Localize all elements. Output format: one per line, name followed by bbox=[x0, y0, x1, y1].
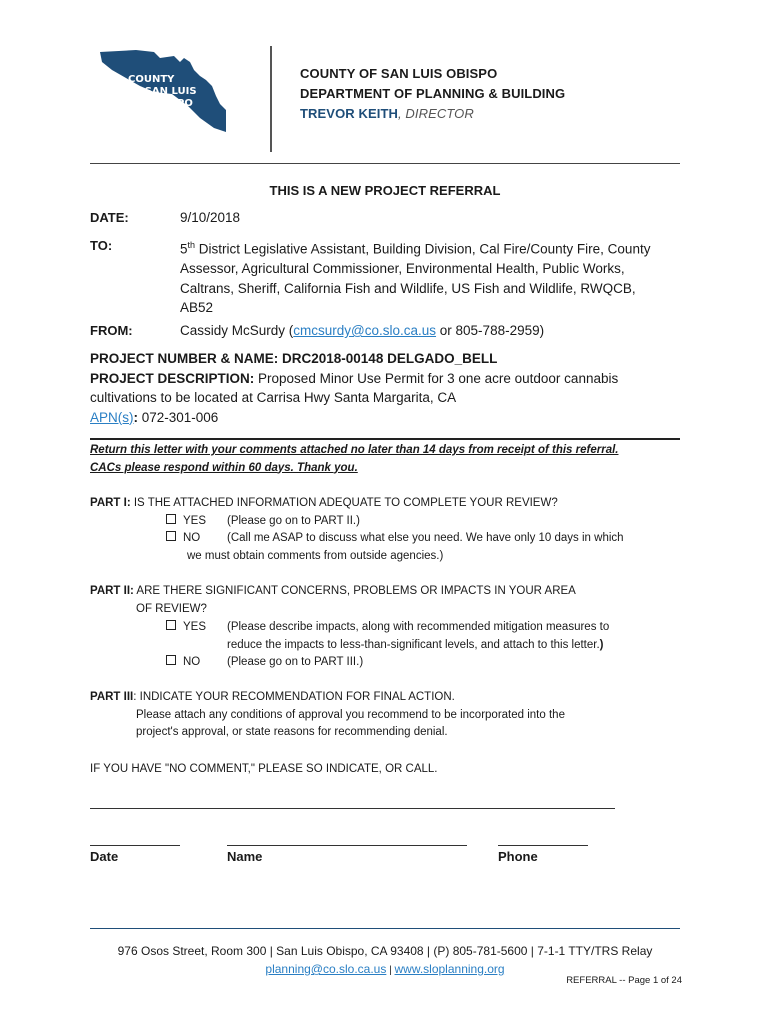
part2-yes-label: YES bbox=[183, 621, 207, 633]
project-info bbox=[90, 349, 680, 427]
part2-no-option[interactable] bbox=[166, 654, 200, 672]
to-line2: Assessor, Agricultural Commissioner, Environmental Health, Public Works, bbox=[180, 261, 625, 276]
from-email-link[interactable]: cmcsurdy@co.slo.ca.us bbox=[293, 323, 437, 338]
date-value: 9/10/2018 bbox=[180, 210, 241, 225]
header-department: DEPARTMENT OF PLANNING & BUILDING bbox=[300, 86, 566, 101]
no-comment-instruction: IF YOU HAVE "NO COMMENT," PLEASE SO INDICATE, OR CALL. bbox=[90, 763, 438, 775]
footer-rule bbox=[90, 928, 680, 929]
header-county: COUNTY OF SAN LUIS OBISPO bbox=[300, 66, 498, 81]
part1-no-checkbox[interactable] bbox=[166, 531, 176, 541]
header-divider bbox=[270, 46, 272, 152]
part1-no-note1: (Call me ASAP to discuss what else you need. We have only 10 days in which bbox=[227, 532, 624, 544]
part2-no-note: (Please go on to PART III.) bbox=[227, 656, 364, 668]
part3-text: : INDICATE YOUR RECOMMENDATION FOR FINAL ACTION. bbox=[133, 691, 455, 703]
to-line4: AB52 bbox=[180, 300, 214, 315]
part3-line2: Please attach any conditions of approval you recommend to be incorporated into the bbox=[136, 708, 565, 721]
part1-no-note2: we must obtain comments from outside agencies.) bbox=[187, 549, 444, 562]
from-phone: or 805-788-2959) bbox=[436, 323, 545, 338]
apn-colon: : bbox=[133, 409, 138, 425]
part3-line3: project's approval, or state reasons for recommending denial. bbox=[136, 726, 448, 738]
from-label: FROM: bbox=[90, 323, 133, 338]
part1-yes-note: (Please go on to PART II.) bbox=[227, 515, 360, 527]
project-number: PROJECT NUMBER & NAME: DRC2018-00148 DELGADO_BELL bbox=[90, 351, 498, 366]
apn-link[interactable]: APN(s) bbox=[90, 409, 134, 425]
name-sign-label: Name bbox=[227, 849, 263, 864]
part1-question bbox=[90, 495, 558, 513]
part1-label: PART I: bbox=[90, 497, 131, 509]
to-line1-num: 5 bbox=[180, 241, 188, 257]
part2-yes-note2: reduce the impacts to less-than-significant levels, and attach to this letter. bbox=[227, 638, 600, 651]
logo-text-1: COUNTY bbox=[128, 74, 175, 85]
project-desc-line1: Proposed Minor Use Permit for 3 one acre outdoor cannabis bbox=[254, 370, 619, 386]
to-line3: Caltrans, Sheriff, California Fish and Wildlife, US Fish and Wildlife, RWQCB, bbox=[180, 280, 636, 296]
part1-no-option[interactable] bbox=[166, 530, 200, 548]
project-desc-label: PROJECT DESCRIPTION: bbox=[90, 370, 255, 386]
part3-label: PART III bbox=[90, 691, 134, 703]
to-line1: District Legislative Assistant, Building Division, Cal Fire/County Fire, County bbox=[195, 241, 651, 257]
part1-text: IS THE ATTACHED INFORMATION ADEQUATE TO COMPLETE YOUR REVIEW? bbox=[130, 497, 558, 509]
page-number: REFERRAL -- Page 1 of 24 bbox=[566, 975, 682, 986]
part2-yes-note2-end: ) bbox=[599, 638, 604, 651]
part2-yes-checkbox[interactable] bbox=[166, 620, 176, 630]
part1-yes-option[interactable] bbox=[166, 513, 206, 531]
return-notice bbox=[90, 442, 618, 477]
header-rule bbox=[90, 163, 680, 164]
footer-links bbox=[0, 962, 770, 976]
notice-line2: CACs please respond within 60 days. Thank you. bbox=[90, 461, 358, 474]
footer-address: 976 Osos Street, Room 300 | San Luis Obispo, CA 93408 | (P) 805-781-5600 | 7-1-1 TTY/TRS Relay bbox=[117, 944, 653, 958]
part3-question bbox=[90, 689, 565, 742]
part1-no-label: NO bbox=[183, 532, 201, 544]
from-name: Cassidy McSurdy ( bbox=[180, 323, 294, 338]
county-logo bbox=[96, 48, 228, 134]
project-desc-line2: cultivations to be located at Carrisa Hwy Santa Margarita, CA bbox=[90, 390, 457, 405]
comment-line[interactable] bbox=[90, 808, 615, 809]
part1-yes-checkbox[interactable] bbox=[166, 514, 176, 524]
name-signature-line[interactable] bbox=[227, 845, 467, 846]
logo-text-3: OBISPO bbox=[150, 98, 193, 109]
part1-yes-label: YES bbox=[183, 515, 207, 527]
part2-text2: OF REVIEW? bbox=[136, 602, 207, 615]
logo-text-2: of SAN LUIS bbox=[130, 86, 197, 97]
page-title: THIS IS A NEW PROJECT REFERRAL bbox=[269, 183, 501, 198]
date-signature-line[interactable] bbox=[90, 845, 180, 846]
part2-yes-note bbox=[227, 619, 609, 654]
header-director bbox=[300, 106, 474, 121]
from-value bbox=[180, 321, 544, 341]
footer-sep: | bbox=[386, 965, 395, 976]
phone-signature-line[interactable] bbox=[498, 845, 588, 846]
part2-no-label: NO bbox=[183, 656, 201, 668]
part2-yes-note1: (Please describe impacts, along with recommended mitigation measures to bbox=[227, 621, 610, 633]
part2-text1: ARE THERE SIGNIFICANT CONCERNS, PROBLEMS OR IMPACTS IN YOUR AREA bbox=[133, 585, 576, 597]
part2-yes-option[interactable] bbox=[166, 619, 206, 637]
footer-website-link[interactable]: www.sloplanning.org bbox=[394, 962, 505, 976]
phone-sign-label: Phone bbox=[498, 849, 538, 864]
to-superscript: th bbox=[187, 240, 196, 250]
date-sign-label: Date bbox=[90, 849, 119, 864]
director-name: TREVOR KEITH bbox=[300, 106, 398, 121]
notice-line1: Return this letter with your comments attached no later than 14 days from receipt of this referral. bbox=[90, 444, 619, 456]
to-recipients bbox=[180, 236, 650, 318]
director-title: , DIRECTOR bbox=[397, 106, 474, 121]
to-label: TO: bbox=[90, 238, 113, 253]
notice-rule bbox=[90, 438, 680, 440]
part2-no-checkbox[interactable] bbox=[166, 655, 176, 665]
part2-question bbox=[90, 583, 576, 618]
footer-email-link[interactable]: planning@co.slo.ca.us bbox=[265, 962, 387, 976]
apn-value: 072-301-006 bbox=[138, 409, 219, 425]
part2-label: PART II: bbox=[90, 585, 134, 597]
date-label: DATE: bbox=[90, 210, 129, 225]
